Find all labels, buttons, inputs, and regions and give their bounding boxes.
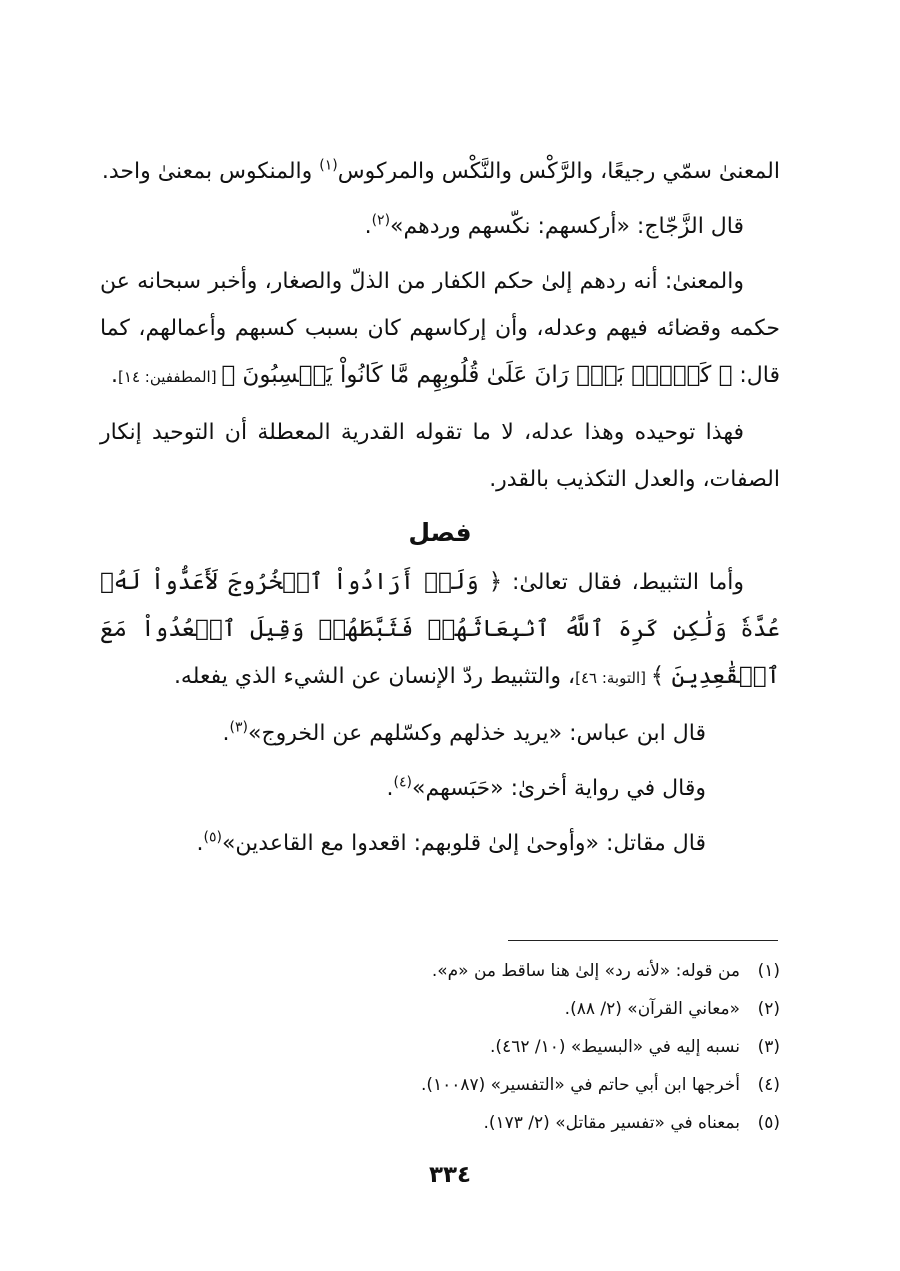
quote-text: قال مقاتل: «وأوحىٰ إلىٰ قلوبهم: اقعدوا مع القاعدين» [221, 831, 706, 856]
punctuation: . [386, 776, 394, 801]
paragraph [100, 148, 780, 195]
paragraph-text: والمعنىٰ: أنه ردهم إلىٰ حكم الكفار من الذلّ والصغار، وأخبر سبحانه عن حكمه وقضائه فيهم وعدله، وأن إركاسهم كان بسبب كسبهم وأعمالهم، كما قال: [100, 269, 780, 388]
punctuation: . [196, 831, 204, 856]
footnote-text: نسبه إليه في «البسيط» (١٠/ ٤٦٢). [490, 1037, 740, 1057]
paragraph-text: فهذا توحيده وهذا عدله، لا ما تقوله القدرية المعطلة أن التوحيد إنكار الصفات، والعدل التكذيب بالقدر. [100, 420, 780, 492]
footnote-separator [508, 940, 778, 941]
footnote-text: أخرجها ابن أبي حاتم في «التفسير» (١٠٠٨٧). [420, 1075, 740, 1095]
page-number: ٣٣٤ [428, 1162, 472, 1188]
punctuation: . [364, 214, 372, 239]
paragraph [100, 559, 780, 702]
footnote-number: (٣) [757, 1037, 780, 1057]
paragraph [100, 710, 780, 757]
footnote-marker[interactable]: (٥) [203, 829, 222, 846]
quran-verse: ﴿ وَلَوۡ أَرَادُواْ ٱلۡخُرُوجَ لَأَعَدُّواْ لَهُۥ عُدَّةٗ وَلَٰكِن كَرِهَ ٱللَّهُ ٱنۢبِعَاثَهُمۡ فَثَبَّطَهُمۡ وَقِيلَ ٱقۡعُدُواْ مَعَ ٱلۡقَٰعِدِينَ ﴾ [100, 569, 780, 689]
footnote-marker[interactable]: (٣) [229, 719, 248, 736]
paragraph [100, 820, 780, 867]
paragraph-text: ، والتثبيط ردّ الإنسان عن الشيء الذي يفعله. [173, 664, 576, 689]
footnote [100, 1066, 780, 1104]
footnote [100, 990, 780, 1028]
paragraph-text: المعنىٰ سمّي رجيعًا، والرَّكْس والنَّكْس والمركوس [337, 159, 780, 184]
footnotes [100, 952, 780, 1142]
quote-text: قال الزَّجّاج: «أركسهم: نكّسهم وردهم» [390, 214, 744, 239]
punctuation: . [222, 721, 230, 746]
section-heading: فصل [408, 518, 472, 547]
footnote-text: «معاني القرآن» (٢/ ٨٨). [564, 999, 740, 1019]
footnote-text: بمعناه في «تفسير مقاتل» (٢/ ١٧٣). [483, 1113, 740, 1133]
footnote-marker[interactable]: (١) [319, 157, 338, 174]
paragraph [100, 258, 780, 401]
footnote-number: (٥) [757, 1113, 780, 1133]
paragraph-text: وأما التثبيط، فقال تعالىٰ: [502, 570, 744, 595]
footnote-number: (٢) [757, 999, 780, 1019]
verse-reference: [المطففين: ١٤] [118, 368, 222, 386]
paragraph-text: والمنكوس بمعنىٰ واحد. [101, 159, 320, 184]
footnote-number: (١) [757, 961, 780, 981]
paragraph [100, 765, 780, 812]
punctuation: . [111, 363, 119, 388]
footnote-marker[interactable]: (٤) [393, 774, 413, 791]
quran-verse: ﴿ كَلَّاۖ بَلۡۜ رَانَ عَلَىٰ قُلُوبِهِم مَّا كَانُواْ يَكۡسِبُونَ ﴾ [221, 362, 733, 388]
footnote [100, 1028, 780, 1066]
footnote [100, 1104, 780, 1142]
main-text [100, 148, 780, 875]
quote-text: قال ابن عباس: «يريد خذلهم وكسّلهم عن الخروج» [247, 721, 706, 746]
quote-text: وقال في رواية أخرىٰ: «حَبَسهم» [412, 776, 706, 801]
paragraph [100, 409, 780, 503]
footnote-marker[interactable]: (٢) [371, 212, 391, 229]
footnote-number: (٤) [757, 1075, 780, 1095]
footnote-text: من قوله: «لأنه رد» إلىٰ هنا ساقط من «م». [431, 961, 740, 981]
footnote [100, 952, 780, 990]
verse-reference: [التوبة: ٤٦] [575, 669, 651, 687]
paragraph [100, 203, 780, 250]
